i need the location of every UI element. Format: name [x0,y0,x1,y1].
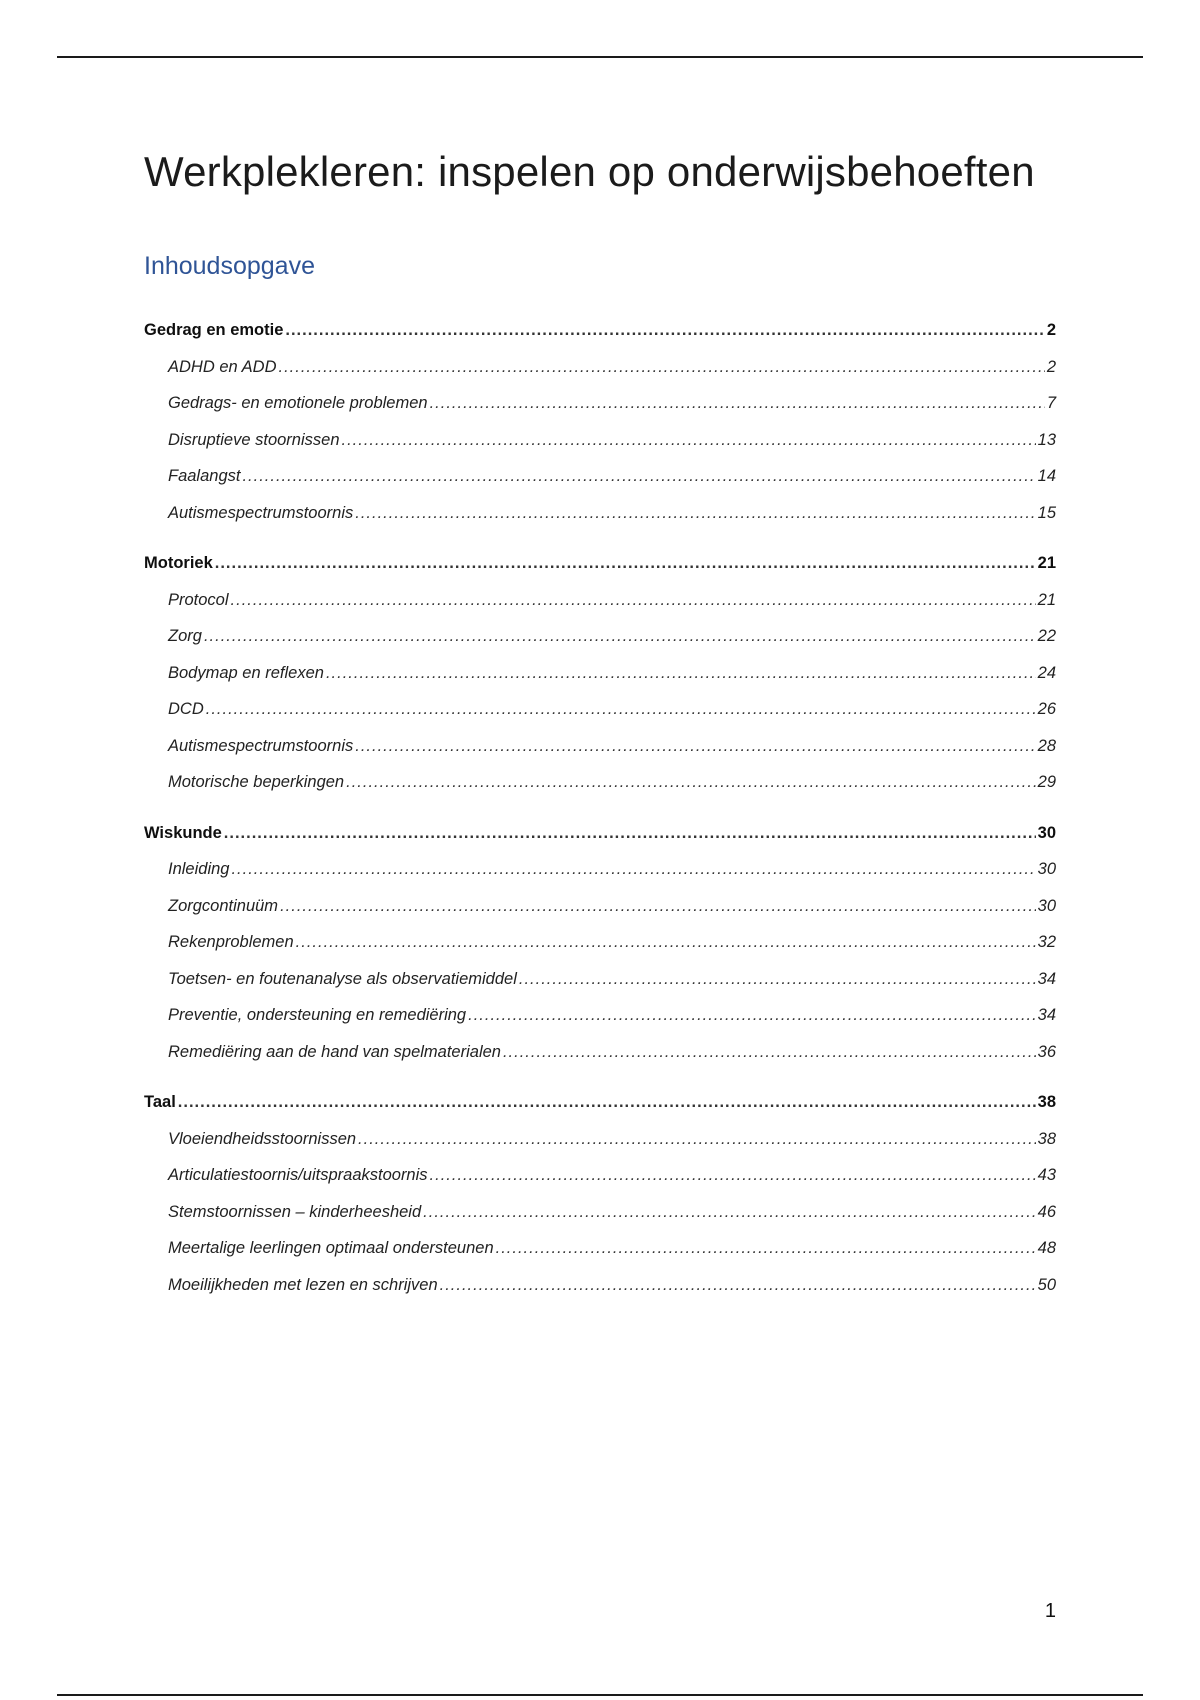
toc-entry-section[interactable] [144,888,1056,925]
toc-entry-label: Gedrag en emotie [144,321,284,339]
toc-entry-page-number: 36 [1037,1042,1056,1061]
toc-entry-page-number: 29 [1037,773,1056,791]
toc-entry-page-number: 21 [1037,554,1056,572]
toc-entry-label: Disruptieve stoornissen [168,430,340,449]
toc-entry-label: Autismespectrumstoornis [168,736,354,755]
toc-entry-label: Motorische beperkingen [168,773,345,791]
toc-entry-section[interactable] [144,924,1056,961]
toc-section [144,312,1056,531]
toc-entry-label: Articulatiestoornis/uitspraakstoornis [168,1166,428,1184]
toc-entry-page-number: 48 [1037,1239,1056,1257]
toc-entry-section[interactable] [144,422,1056,459]
toc-entry-label: Inleiding [168,860,230,878]
toc-entry-page-number: 7 [1046,394,1056,412]
toc-dot-leader [296,924,1036,961]
toc-dot-leader [204,618,1036,655]
toc-dot-leader [430,385,1045,422]
toc-entry-section[interactable] [144,997,1056,1034]
toc-entry-page-number: 22 [1037,627,1056,645]
toc-entry-label: Rekenproblemen [168,933,294,951]
toc-entry-section[interactable] [144,1267,1056,1304]
toc-entry-label: Preventie, ondersteuning en remediëring [168,1006,467,1024]
page-number: 1 [1044,1600,1056,1622]
toc-section [144,545,1056,801]
toc-entry-chapter[interactable] [144,815,1056,852]
toc-entry-section[interactable] [144,1194,1056,1231]
toc-entry-page-number: 28 [1037,736,1056,755]
toc-entry-page-number: 38 [1037,1093,1056,1111]
toc-entry-section[interactable] [144,458,1056,495]
toc-dot-leader [231,582,1036,619]
toc-entry-label: ADHD en ADD [168,357,277,376]
toc-dot-leader [206,691,1036,728]
toc-entry-section[interactable] [144,728,1056,765]
toc-dot-leader [440,1267,1036,1304]
toc-dot-leader [346,764,1036,801]
toc-entry-label: Toetsen- en foutenanalyse als observatiemiddel [168,969,517,988]
toc-entry-section[interactable] [144,961,1056,998]
toc-section [144,815,1056,1071]
toc-entry-page-number: 21 [1037,590,1056,609]
toc-dot-leader [519,961,1036,998]
toc-entry-page-number: 46 [1037,1202,1056,1221]
toc-entry-chapter[interactable] [144,545,1056,582]
toc-entry-page-number: 30 [1037,896,1056,915]
toc-entry-page-number: 14 [1037,467,1056,485]
toc-entry-page-number: 15 [1037,503,1056,522]
toc-entry-page-number: 13 [1037,430,1056,449]
header-rule [57,56,1143,58]
toc-entry-label: Zorg [168,627,202,645]
toc-entry-section[interactable] [144,385,1056,422]
toc-entry-label: Moeilijkheden met lezen en schrijven [168,1275,438,1294]
toc-heading: Inhoudsopgave [144,252,315,280]
toc-dot-leader [342,422,1036,459]
toc-dot-leader [496,1230,1036,1267]
toc-entry-section[interactable] [144,618,1056,655]
table-of-contents [144,312,1056,1317]
toc-dot-leader [231,851,1035,888]
toc-entry-label: Bodymap en reflexen [168,663,324,682]
toc-entry-page-number: 38 [1037,1129,1056,1148]
toc-entry-section[interactable] [144,349,1056,386]
toc-entry-section[interactable] [144,1121,1056,1158]
document-title: Werkplekleren: inspelen op onderwijsbehoeften [144,148,1035,195]
toc-dot-leader [215,545,1036,582]
toc-entry-section[interactable] [144,655,1056,692]
toc-dot-leader [279,349,1045,386]
toc-entry-page-number: 24 [1037,663,1056,682]
toc-entry-section[interactable] [144,1230,1056,1267]
toc-entry-label: Zorgcontinuüm [168,896,279,915]
toc-entry-section[interactable] [144,582,1056,619]
toc-entry-section[interactable] [144,1034,1056,1071]
toc-dot-leader [355,728,1035,765]
toc-dot-leader [358,1121,1036,1158]
toc-entry-section[interactable] [144,851,1056,888]
toc-entry-page-number: 26 [1037,700,1056,718]
toc-dot-leader [503,1034,1036,1071]
toc-entry-page-number: 30 [1037,823,1056,842]
toc-entry-page-number: 2 [1046,357,1056,376]
toc-dot-leader [423,1194,1035,1231]
footer-rule [57,1694,1143,1696]
toc-entry-section[interactable] [144,764,1056,801]
toc-entry-chapter[interactable] [144,312,1056,349]
toc-dot-leader [224,815,1036,852]
toc-entry-section[interactable] [144,1157,1056,1194]
toc-entry-page-number: 34 [1037,969,1056,988]
toc-dot-leader [280,888,1036,925]
toc-entry-page-number: 43 [1037,1166,1056,1184]
toc-dot-leader [355,495,1035,532]
toc-entry-label: Stemstoornissen – kinderheesheid [168,1202,422,1221]
toc-entry-page-number: 32 [1037,933,1056,951]
toc-entry-section[interactable] [144,495,1056,532]
toc-section [144,1084,1056,1303]
toc-dot-leader [242,458,1035,495]
toc-entry-label: DCD [168,700,204,718]
toc-entry-label: Gedrags- en emotionele problemen [168,394,428,412]
toc-dot-leader [468,997,1036,1034]
toc-entry-label: Wiskunde [144,823,222,842]
toc-dot-leader [430,1157,1036,1194]
toc-entry-label: Taal [144,1093,176,1111]
toc-entry-page-number: 30 [1037,860,1056,878]
toc-dot-leader [326,655,1036,692]
toc-entry-page-number: 34 [1037,1006,1056,1024]
toc-entry-page-number: 2 [1046,321,1056,339]
toc-dot-leader [178,1084,1036,1121]
toc-entry-chapter[interactable] [144,1084,1056,1121]
toc-entry-page-number: 50 [1037,1275,1056,1294]
toc-entry-label: Protocol [168,590,229,609]
toc-entry-label: Vloeiendheidsstoornissen [168,1129,357,1148]
toc-entry-label: Autismespectrumstoornis [168,503,354,522]
toc-entry-label: Faalangst [168,467,241,485]
toc-entry-section[interactable] [144,691,1056,728]
toc-entry-label: Remediëring aan de hand van spelmaterialen [168,1042,501,1061]
toc-entry-label: Meertalige leerlingen optimaal ondersteunen [168,1239,494,1257]
toc-entry-label: Motoriek [144,554,213,572]
toc-dot-leader [285,312,1044,349]
